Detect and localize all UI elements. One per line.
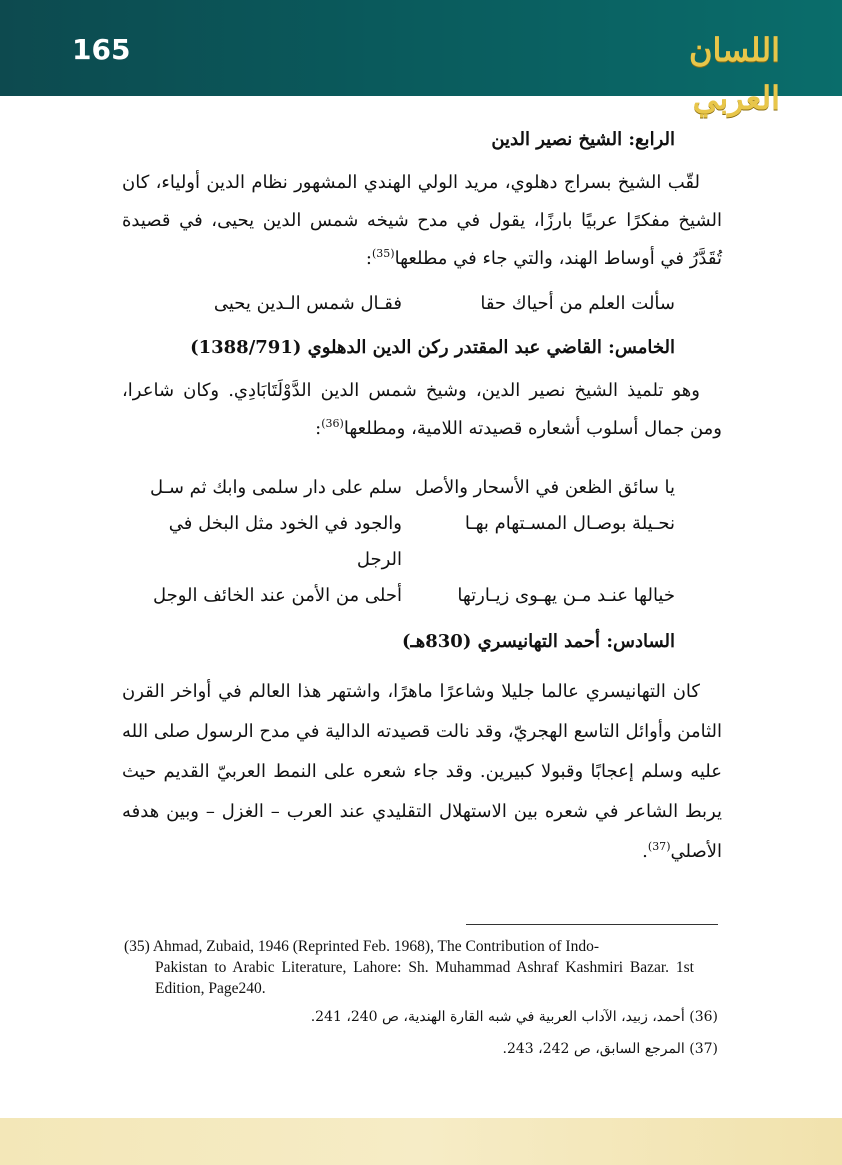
footnote-ref-36[interactable]: (36) [321,417,344,430]
page-footer-band [0,1118,842,1165]
verse-hemistich-second: والجود في الخود مثل البخل في الرجل [168,513,402,570]
colon: : [315,418,322,439]
verse-hemistich-second: سلم على دار سلمى وابك ثم سـل [149,477,402,498]
footnote-ref-37[interactable]: (37) [647,840,671,853]
paragraph-sixth [122,672,722,872]
colon: : [365,248,372,269]
footnote-35-line1: (35) Ahmad, Zubaid, 1946 (Reprinted Feb. 1968), The Contribution of Indo- [124,938,599,955]
verse-line [122,470,722,506]
period: . [642,841,648,862]
verse-hemistich-first: نحـيلة بوصـال المسـتهام بهـا [464,513,675,534]
verse-line [122,286,722,322]
verse-hemistich-second: أحلى من الأمن عند الخائف الوجل [152,585,402,606]
page-number: 165 [72,33,131,66]
footnote-35 [124,936,694,999]
paragraph-text: وهو تلميذ الشيخ نصير الدين، وشيخ شمس الدين الدَّوْلَتَابَادِي. وكان شاعرا، ومن جمال أسلوب أشعاره قصيدته اللامية، ومطلعها [122,380,722,439]
section-heading-fourth: الرابع: الشيخ نصير الدين [491,129,675,150]
footnote-ref-35[interactable]: (35) [371,247,395,260]
verse-line [122,506,722,578]
verse-line [122,578,722,614]
paragraph-fourth [122,164,722,278]
paragraph-text: لقّب الشيخ بسراج دهلوي، مريد الولي الهندي المشهور نظام الدين أولياء، كان الشيخ مفكرًا عربيًا بارزًا، يقول في مدح شيخه شمس الدين يحيى، في قصيدة تُقَدَّرُ في أوساط الهند، والتي جاء في مطلعها [122,172,722,269]
section-heading-sixth: السادس: أحمد التهانيسري (830هـ) [401,631,675,652]
verse-hemistich-first: يا سائق الظعن في الأسحار والأصل [415,477,675,498]
page-header [0,0,842,117]
footnote-35-continuation: Pakistan to Arabic Literature, Lahore: Sh. Muhammad Ashraf Kashmiri Bazar. 1st Edition, Page240. [155,959,694,997]
paragraph-text: كان التهانيسري عالما جليلا وشاعرًا ماهرًا، واشتهر هذا العالم في أواخر القرن الثامن وأوائل التاسع الهجريّ، وقد نالت قصيدته الدالية في مدح الرسول صلى الله عليه وسلم إعجابًا وقبولا كبيرين. وقد جاء شعره على النمط العربيّ القديم حيث يربط الشاعر في شعره بين الاستهلال التقليدي عند العرب – الغزل – وبين هدفه الأصلي [122,681,722,862]
article-body [122,126,722,880]
verse-hemistich-first: سألت العلم من أحياك حقا [480,293,675,314]
verse-hemistich-first: خيالها عنـد مـن يهـوى زيـارتها [457,585,675,606]
journal-logo: اللسان العربي [688,31,780,117]
footnote-37: (37) المرجع السابق، ص 242، 243. [502,1041,718,1057]
footnote-divider [466,924,718,925]
section-heading-fifth: الخامس: القاضي عبد المقتدر ركن الدين الدهلوي (1388/791) [190,337,675,358]
verse-hemistich-second: فقـال شمس الـدين يحيى [213,293,402,314]
paragraph-fifth [122,372,722,448]
footnote-36: (36) أحمد، زبيد، الآداب العربية في شبه القارة الهندية، ص 240، 241. [310,1009,718,1025]
